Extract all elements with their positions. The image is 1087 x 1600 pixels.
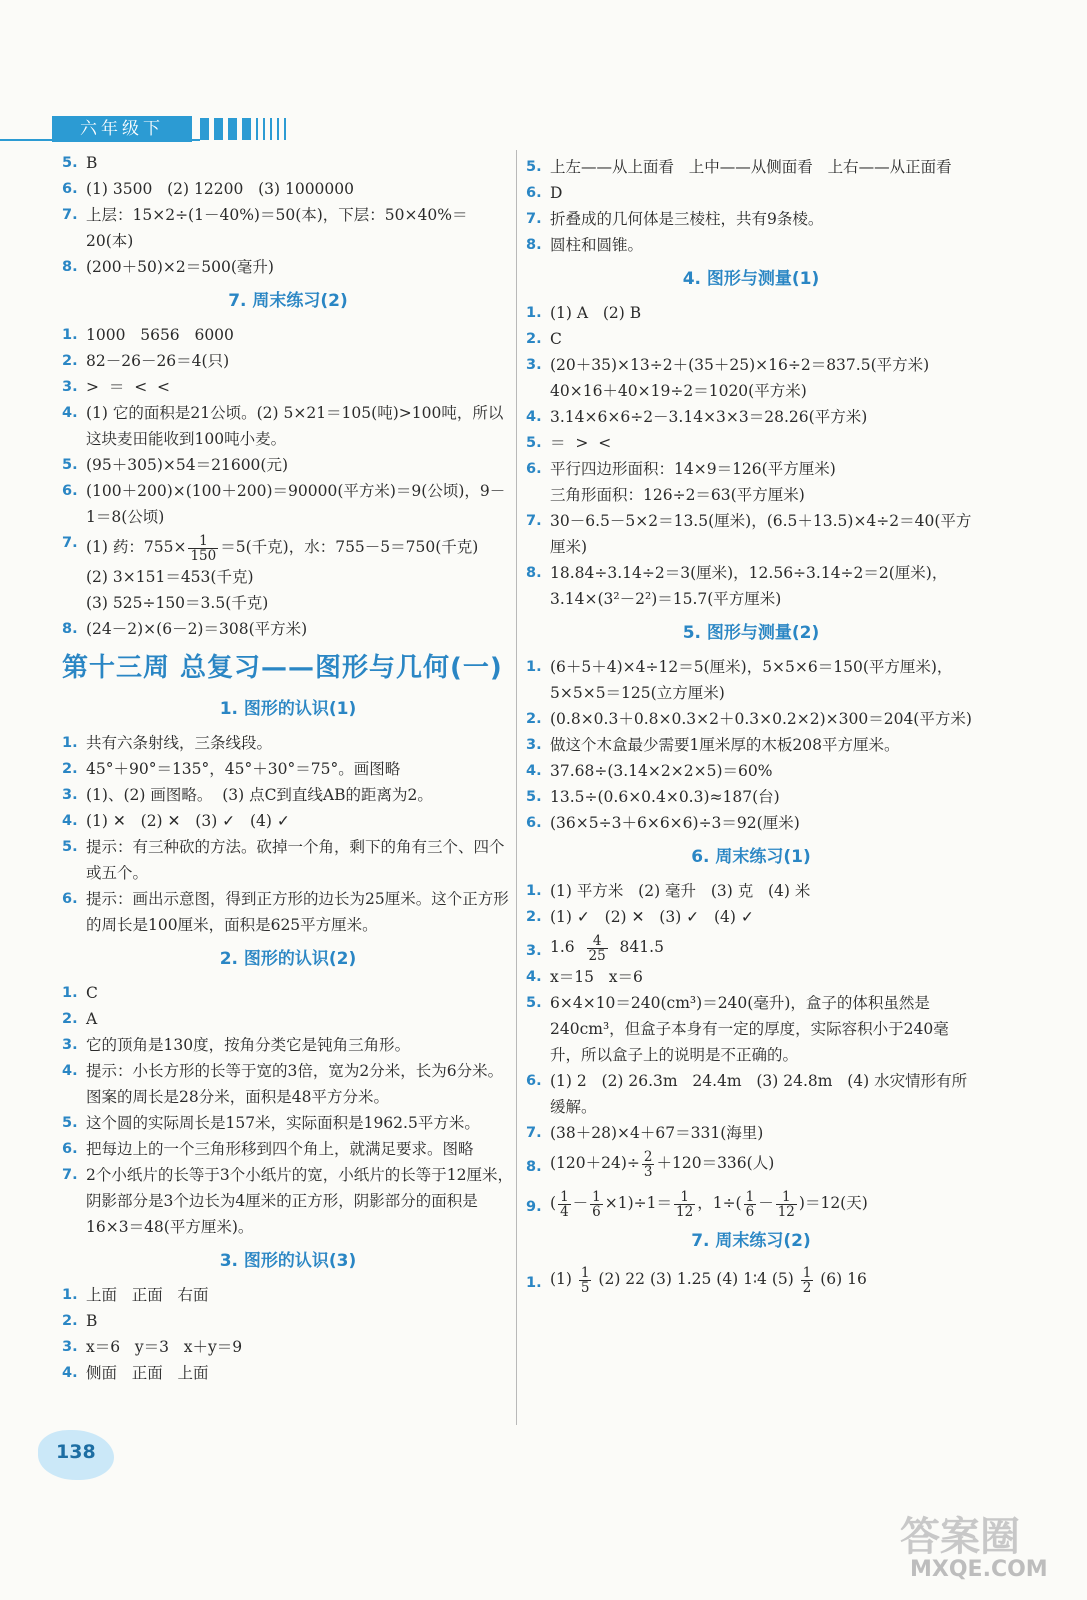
- answer-list: [526, 154, 976, 258]
- answer-number: 4.: [62, 813, 78, 829]
- answer-text: (6＋5＋4)×4÷12＝5(厘米)，5×5×6＝150(平方厘米)，5×5×5＝125(立方厘米): [550, 658, 953, 702]
- answer-item: [62, 322, 514, 348]
- answer-number: 4.: [62, 405, 78, 421]
- answer-item: [526, 964, 976, 990]
- answer-text: 提示：画出示意图，得到正方形的边长为25厘米。这个正方形的周长是100厘米，面积是625平方厘米。: [86, 890, 509, 934]
- answer-item: 8. (120＋24)÷ $\frac{2}{3}$ ＋120＝336(人): [526, 1146, 976, 1180]
- answer-text: B: [86, 154, 98, 172]
- answer-number: 3.: [526, 943, 542, 959]
- answer-text: 共有六条射线，三条线段。: [86, 734, 273, 752]
- answer-list: [62, 322, 514, 530]
- answer-item: [62, 400, 514, 452]
- answer-number: 7.: [526, 1125, 542, 1141]
- answer-item: [526, 810, 976, 836]
- fraction: $\frac{1}{2}$: [802, 1264, 812, 1296]
- answer-number: 3.: [526, 737, 542, 753]
- answer-number: 5.: [62, 839, 78, 855]
- answer-number: 1.: [62, 1287, 78, 1303]
- answer-number: 1.: [526, 659, 542, 675]
- answer-item: [62, 478, 514, 530]
- answer-text: (1)、(2) 画图略。 (3) 点C到直线AB的距离为2。: [86, 786, 433, 804]
- answer-item: [62, 254, 514, 280]
- answer-text: (1) A (2) B: [550, 304, 642, 322]
- answer-item: 9. ( $\frac{1}{4}$ － $\frac{1}{6}$ ×1)÷1＝ $\frac{1}{12}$ ，1÷( $\frac{1}{6}$ － $\frac{1}{12}$ )＝12(天): [526, 1186, 976, 1220]
- section-title: 7. 周末练习(2): [228, 291, 348, 311]
- header-rule: [0, 139, 200, 141]
- answer-number: 6.: [526, 461, 542, 477]
- section-title: 6. 周末练习(1): [691, 847, 811, 867]
- answer-text: x＝6 y＝3 x＋y＝9: [86, 1338, 243, 1356]
- answer-number: 2.: [526, 909, 542, 925]
- answer-text: 侧面 正面 上面: [86, 1364, 209, 1382]
- section-title: 5. 图形与测量(2): [682, 623, 820, 643]
- answer-item: [62, 150, 514, 176]
- answer-text: 上面 正面 右面: [86, 1286, 209, 1304]
- answer-list: [526, 300, 976, 612]
- answer-item: [526, 352, 976, 404]
- answer-text: (38＋28)×4＋67＝331(海里): [550, 1124, 764, 1142]
- answer-number: 5.: [62, 1115, 78, 1131]
- column-divider: [516, 150, 517, 1425]
- left-column: [62, 150, 514, 1386]
- answer-number: 1.: [62, 735, 78, 751]
- answer-number: 6.: [62, 483, 78, 499]
- watermark-logo: [900, 1505, 1070, 1595]
- answer-text: ＝ > <: [550, 434, 612, 452]
- answer-item: [526, 326, 976, 352]
- answer-number: 5.: [62, 155, 78, 171]
- answer-item: [62, 808, 514, 834]
- answer-number: 3.: [62, 379, 78, 395]
- answer-text: (0.8×0.3＋0.8×0.3×2＋0.3×0.2×2)×300＝204(平方米): [550, 710, 972, 728]
- answer-item: [526, 404, 976, 430]
- section-title: 2. 图形的认识(2): [219, 949, 357, 969]
- answer-text: 82－26－26＝4(只): [86, 352, 230, 370]
- answer-item: [62, 530, 514, 616]
- answer-number: 1.: [62, 327, 78, 343]
- answer-text: (100＋200)×(100＋200)＝90000(平方米)＝9(公顷)，9－1＝8(公顷): [86, 482, 506, 526]
- answer-text: 6×4×10＝240(cm³)＝240(毫升)，盒子的体积虽然是240cm³，但盒子本身有一定的厚度，实际容积小于240毫升，所以盒子上的说明是不正确的。: [550, 994, 949, 1064]
- answer-number: 8.: [526, 237, 542, 253]
- answer-text: (1) 3500 (2) 12200 (3) 1000000: [86, 180, 354, 198]
- answer-number: 6.: [62, 181, 78, 197]
- answer-item: [526, 300, 976, 326]
- answer-number: 2.: [62, 353, 78, 369]
- section-title: 4. 图形与测量(1): [682, 269, 820, 289]
- answer-number: 7.: [62, 207, 78, 223]
- answer-item: [526, 430, 976, 456]
- answer-number: 2.: [62, 761, 78, 777]
- answer-number: 4.: [526, 409, 542, 425]
- answer-item: [62, 1308, 514, 1334]
- answer-number: 1.: [526, 883, 542, 899]
- answer-item: [62, 348, 514, 374]
- answer-text: 提示：小长方形的长等于宽的3倍，宽为2分米，长为6分米。图案的周长是28分米，面积是48平方分米。: [86, 1062, 504, 1106]
- answer-number: 2.: [526, 331, 542, 347]
- answer-text: 上层：15×2÷(1－40%)＝50(本)，下层：50×40%＝20(本): [86, 206, 468, 250]
- answer-number: 4.: [526, 763, 542, 779]
- answer-item: [526, 654, 976, 706]
- answer-item: [526, 560, 976, 612]
- answer-item: [526, 206, 976, 232]
- answer-text: > ＝ < <: [86, 378, 171, 396]
- answer-item: [62, 1006, 514, 1032]
- answer-number: 2.: [526, 711, 542, 727]
- answer-text: B: [86, 1312, 98, 1330]
- answer-text: C: [86, 984, 98, 1002]
- answer-item: [62, 980, 514, 1006]
- answer-text: 30－6.5－5×2＝13.5(厘米)，(6.5＋13.5)×4÷2＝40(平方厘米): [550, 512, 972, 556]
- answer-item: [62, 834, 514, 886]
- answer-number: 6.: [526, 815, 542, 831]
- answer-text: (2) 3×151＝453(千克): [86, 568, 254, 586]
- answer-text: (200＋50)×2＝500(毫升): [86, 258, 274, 276]
- answer-number: 9.: [526, 1199, 542, 1215]
- answer-item: [62, 1058, 514, 1110]
- answer-item: [526, 784, 976, 810]
- answer-list: [526, 654, 976, 836]
- answer-number: 5.: [526, 789, 542, 805]
- answer-text: 做这个木盒最少需要1厘米厚的木板208平方厘米。: [550, 736, 900, 754]
- watermark-brand: 答案圈: [900, 1514, 1020, 1560]
- fraction: $\frac{1}{12}$: [676, 1188, 694, 1220]
- answer-number: 1.: [526, 305, 542, 321]
- fraction: $\frac{1}{5}$: [580, 1264, 590, 1296]
- answer-number: 4.: [62, 1063, 78, 1079]
- answer-text: 它的顶角是130度，按角分类它是钝角三角形。: [86, 1036, 411, 1054]
- answer-text: 圆柱和圆锥。: [550, 236, 644, 254]
- answer-number: 3.: [526, 357, 542, 373]
- answer-item: [526, 758, 976, 784]
- answer-number: 6.: [526, 185, 542, 201]
- answer-item: [62, 202, 514, 254]
- answer-item: [526, 508, 976, 560]
- answer-list: [62, 730, 514, 938]
- answer-number: 5.: [526, 995, 542, 1011]
- section-title: 3. 图形的认识(3): [219, 1251, 357, 1271]
- answer-number: 8.: [62, 621, 78, 637]
- watermark-url: MXQE.COM: [910, 1557, 1048, 1582]
- fraction: $\frac{2}{3}$: [643, 1148, 653, 1180]
- answer-text: (36×5÷3＋6×6×6)÷3＝92(厘米): [550, 814, 800, 832]
- answer-text: (20＋35)×13÷2＋(35＋25)×16÷2＝837.5(平方米) 40×16＋40×19÷2＝1020(平方米): [550, 356, 930, 400]
- answer-number: 7.: [526, 513, 542, 529]
- answer-text: 这个圆的实际周长是157米，实际面积是1962.5平方米。: [86, 1114, 480, 1132]
- answer-number: 8.: [526, 565, 542, 581]
- answer-number: 3.: [62, 787, 78, 803]
- answer-number: 5.: [526, 435, 542, 451]
- answer-number: 4.: [526, 969, 542, 985]
- answer-item: [62, 1282, 514, 1308]
- answer-text: 13.5÷(0.6×0.4×0.3)≈187(台): [550, 788, 780, 806]
- answer-text: (1) 2 (2) 26.3m 24.4m (3) 24.8m (4) 水灾情形有所缓解。: [550, 1072, 968, 1116]
- answer-number: 6.: [62, 891, 78, 907]
- grade-tab: 六年级下: [52, 116, 192, 142]
- answer-number: 3.: [62, 1037, 78, 1053]
- answer-text: 18.84÷3.14÷2＝3(厘米)，12.56÷3.14÷2＝2(厘米)，3.14×(3²－2²)＝15.7(平方厘米): [550, 564, 948, 608]
- answer-item: [62, 1110, 514, 1136]
- answer-item: 1. (1) $\frac{1}{5}$ (2) 22 (3) 1.25 (4) 1∶4 (5) $\frac{1}{2}$ (6) 16: [526, 1262, 976, 1296]
- week-title: 第十三周 总复习——图形与几何(一): [62, 653, 503, 683]
- answer-text: 平行四边形面积：14×9＝126(平方厘米) 三角形面积：126÷2＝63(平方厘米): [550, 460, 836, 504]
- answer-item: [526, 878, 976, 904]
- answer-item: [62, 374, 514, 400]
- answer-text: 把每边上的一个三角形移到四个角上，就满足要求。图略: [86, 1140, 474, 1158]
- answer-text: 2个小纸片的长等于3个小纸片的宽，小纸片的长等于12厘米，阴影部分是3个边长为4厘米的正方形，阴影部分的面积是16×3＝48(平方厘米)。: [86, 1166, 513, 1236]
- fraction: $\frac{4}{25}$: [588, 932, 606, 964]
- answer-text: 37.68÷(3.14×2×2×5)＝60%: [550, 762, 773, 780]
- answer-number: 1.: [62, 985, 78, 1001]
- answer-text: D: [550, 184, 563, 202]
- answer-list: [526, 878, 976, 930]
- answer-text: 1000 5656 6000: [86, 326, 234, 344]
- answer-item: [62, 756, 514, 782]
- answer-item: [62, 730, 514, 756]
- right-column: [526, 154, 976, 1296]
- answer-text: A: [86, 1010, 98, 1028]
- answer-text: (95＋305)×54＝21600(元): [86, 456, 289, 474]
- answer-number: 7.: [62, 535, 78, 551]
- answer-number: 8.: [62, 259, 78, 275]
- answer-item: [526, 1120, 976, 1146]
- answer-item: [62, 452, 514, 478]
- answer-number: 8.: [526, 1159, 542, 1175]
- answer-text: 提示：有三种砍的方法。砍掉一个角，剩下的角有三个、四个或五个。: [86, 838, 505, 882]
- answer-number: 1.: [526, 1275, 542, 1291]
- answer-number: 2.: [62, 1313, 78, 1329]
- answer-text: (1) 它的面积是21公顷。(2) 5×21＝105(吨)>100吨，所以这块麦田能收到100吨小麦。: [86, 404, 504, 448]
- fraction: $\frac{1}{6}$: [745, 1188, 755, 1220]
- answer-text: 折叠成的几何体是三棱柱，共有9条棱。: [550, 210, 824, 228]
- section-title: 7. 周末练习(2): [691, 1231, 811, 1251]
- answer-text: 45°＋90°＝135°，45°＋30°＝75°。画图略: [86, 760, 401, 778]
- answer-text: 上左——从上面看 上中——从侧面看 上右——从正面看: [550, 158, 952, 176]
- page-number: 138: [56, 1441, 96, 1463]
- answer-number: 7.: [526, 211, 542, 227]
- answer-number: 5.: [62, 457, 78, 473]
- answer-text: (1) ✕ (2) ✕ (3) ✓ (4) ✓: [86, 812, 290, 830]
- fraction: $\frac{1}{12}$: [777, 1188, 795, 1220]
- answer-list: [526, 964, 976, 1146]
- answer-number: 4.: [62, 1365, 78, 1381]
- answer-item: [526, 732, 976, 758]
- answer-text: C: [550, 330, 562, 348]
- answer-item: [62, 176, 514, 202]
- answer-text: (3) 525÷150＝3.5(千克): [86, 594, 269, 612]
- answer-text: (24－2)×(6－2)＝308(平方米): [86, 620, 308, 638]
- answer-item: [526, 990, 976, 1068]
- answer-item: [62, 782, 514, 808]
- answer-number: 2.: [62, 1011, 78, 1027]
- answer-item: [526, 456, 976, 508]
- section-title: 1. 图形的认识(1): [219, 699, 357, 719]
- answer-number: 6.: [526, 1073, 542, 1089]
- answer-item: [62, 886, 514, 938]
- answer-text: (1) ✓ (2) ✕ (3) ✓ (4) ✓: [550, 908, 754, 926]
- answer-item: [62, 1360, 514, 1386]
- answer-item: [62, 1334, 514, 1360]
- answer-text: (1) 平方米 (2) 毫升 (3) 克 (4) 米: [550, 882, 811, 900]
- answer-text: 3.14×6×6÷2－3.14×3×3＝28.26(平方米): [550, 408, 868, 426]
- answer-item: [526, 706, 976, 732]
- answer-item: [526, 180, 976, 206]
- answer-list: [62, 1282, 514, 1386]
- answer-item: 3. 1.6 $\frac{4}{25}$ 841.5: [526, 930, 976, 964]
- answer-item: [62, 616, 514, 642]
- answer-list: [62, 150, 514, 280]
- answer-item: [62, 1136, 514, 1162]
- fraction: $\frac{1}{4}$: [560, 1188, 569, 1220]
- answer-list: [62, 980, 514, 1240]
- fraction: $\frac{1}{6}$: [592, 1188, 601, 1220]
- answer-number: 6.: [62, 1141, 78, 1157]
- answer-item: [526, 1068, 976, 1120]
- answer-text: (1) 药：755× $\frac{1}{150}$ ＝5(千克)，水：755－5＝750(千克): [86, 532, 479, 564]
- answer-text: x＝15 x＝6: [550, 968, 643, 986]
- answer-number: 5.: [526, 159, 542, 175]
- answer-item: [62, 1032, 514, 1058]
- answer-item: [526, 232, 976, 258]
- answer-item: [526, 904, 976, 930]
- answer-number: 7.: [62, 1167, 78, 1183]
- answer-number: 3.: [62, 1339, 78, 1355]
- fraction: $\frac{1}{150}$: [190, 532, 217, 564]
- answer-item: [526, 154, 976, 180]
- answer-item: [62, 1162, 514, 1240]
- header-stripes: [200, 118, 286, 140]
